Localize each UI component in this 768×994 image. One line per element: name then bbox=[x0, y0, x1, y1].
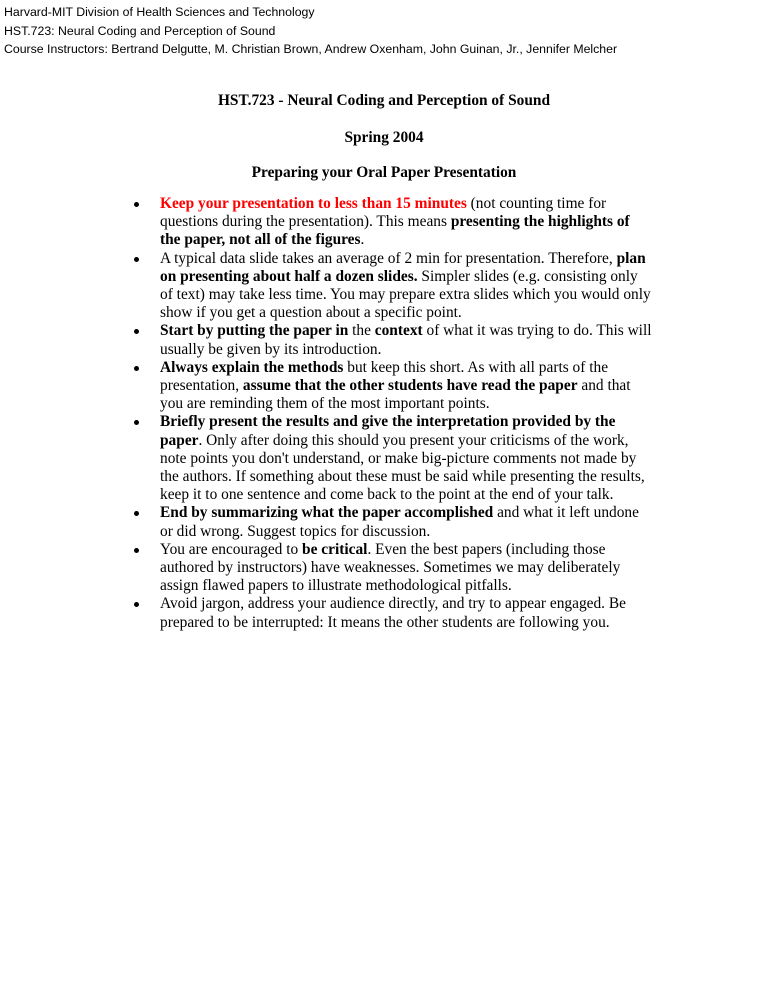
header-instructors: Course Instructors: Bertrand Delgutte, M. Christian Brown, Andrew Oxenham, John Guinan, Jr., Jennifer Melcher bbox=[4, 42, 618, 56]
list-item bbox=[0, 250, 768, 323]
text: but keep this short. As with all parts of the presentation, bbox=[160, 358, 609, 395]
text: of what it was trying to do. This will usually be given by its introduction. bbox=[160, 322, 652, 358]
list-item bbox=[0, 504, 768, 540]
text: You are encouraged to bbox=[160, 540, 303, 558]
text: A typical data slide takes an average of 2 min for presentation. Therefore, bbox=[160, 249, 617, 267]
text: (not counting time for questions during the presentation). This means bbox=[160, 195, 607, 231]
bullet-icon bbox=[134, 202, 139, 207]
document-title: HST.723 - Neural Coding and Perception of Sound bbox=[217, 92, 551, 109]
emphasis: be critical bbox=[302, 540, 368, 558]
header-division: Harvard-MIT Division of Health Sciences and Technology bbox=[4, 5, 315, 19]
list-item bbox=[0, 595, 768, 631]
list-item bbox=[0, 322, 768, 358]
emphasis: context bbox=[374, 322, 423, 340]
bullet-icon bbox=[134, 420, 139, 425]
bullet-icon bbox=[134, 602, 139, 607]
emphasis: End by summarizing what the paper accomplished bbox=[160, 504, 494, 522]
emphasis-red: Keep your presentation to less than 15 minutes bbox=[160, 195, 467, 212]
text: Simpler slides (e.g. consisting only of text) may take less time. You may prepare extra slides which you would only show if you get a question about a specific point. bbox=[160, 267, 651, 322]
bullet-icon bbox=[134, 257, 139, 262]
emphasis: plan on presenting about half a dozen slides. bbox=[160, 249, 646, 285]
guidelines-list bbox=[0, 195, 768, 632]
text: . bbox=[360, 231, 365, 249]
document-heading: Preparing your Oral Paper Presentation bbox=[251, 164, 517, 181]
emphasis: Briefly present the results and give the interpretation provided by the paper bbox=[160, 413, 616, 449]
emphasis: presenting the highlights of the paper, not all of the figures bbox=[160, 213, 630, 249]
emphasis: assume that the other students have read the paper bbox=[242, 377, 578, 395]
text: and what it left undone or did wrong. Suggest topics for discussion. bbox=[160, 504, 639, 540]
list-item bbox=[0, 359, 768, 414]
text: . Only after doing this should you present your criticisms of the work, note points you don't understand, or make big-picture comments not made by the authors. If something about these must be said while presenting the results, keep it to one sentence and come back to the point at the end of your talk. bbox=[160, 431, 645, 504]
text: . Even the best papers (including those authored by instructors) have weaknesses. Sometimes we may deliberately assign flawed papers to illustrate methodological pitfalls. bbox=[160, 540, 621, 595]
list-item bbox=[0, 541, 768, 596]
bullet-icon bbox=[134, 511, 139, 516]
header-course: HST.723: Neural Coding and Perception of Sound bbox=[4, 23, 276, 38]
bullet-icon bbox=[134, 548, 139, 553]
page-header bbox=[4, 3, 617, 59]
list-item bbox=[0, 195, 768, 250]
text: and that you are reminding them of the most important points. bbox=[160, 377, 631, 413]
bullet-icon bbox=[134, 329, 139, 334]
emphasis: Always explain the methods bbox=[160, 358, 344, 376]
text: Avoid jargon, address your audience directly, and try to appear engaged. Be prepared to be interrupted: It means the other students are following you. bbox=[160, 595, 626, 631]
bullet-icon bbox=[134, 366, 139, 371]
emphasis: Start by putting the paper in bbox=[160, 322, 349, 340]
text: the bbox=[348, 322, 375, 340]
list-item bbox=[0, 413, 768, 504]
document-term: Spring 2004 bbox=[344, 129, 424, 146]
